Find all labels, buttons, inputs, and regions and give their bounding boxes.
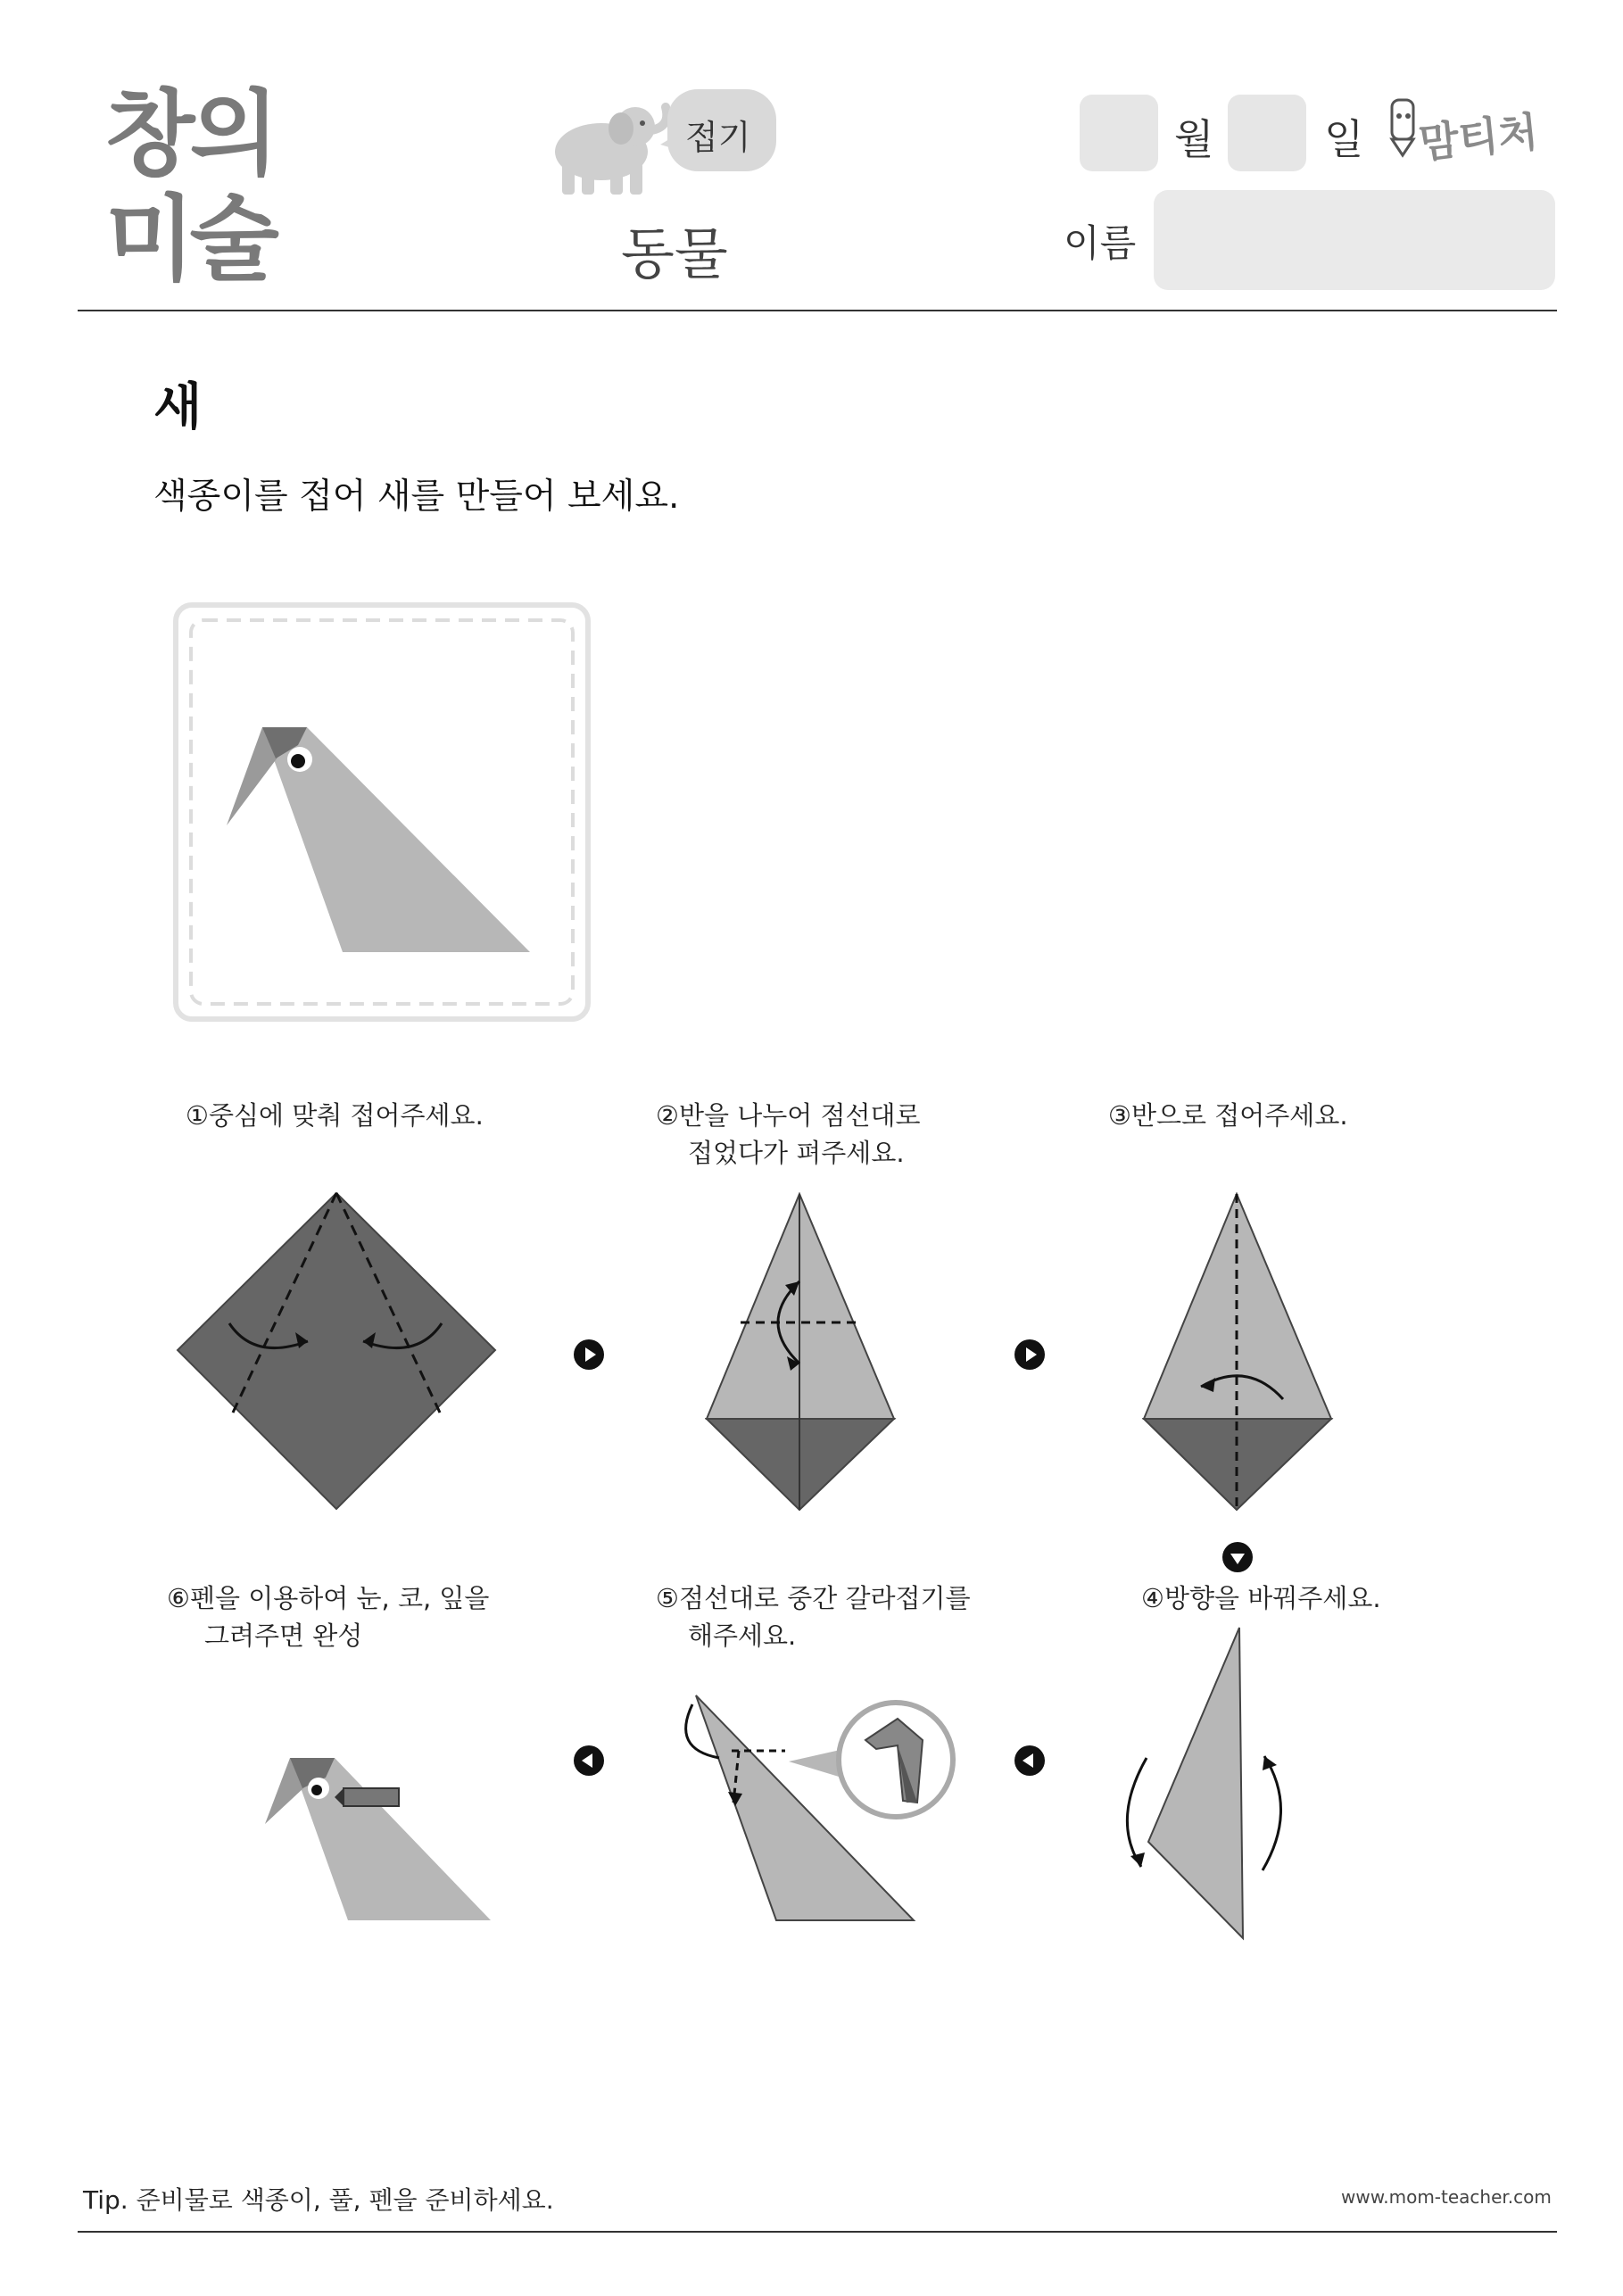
step-3-diagram	[1142, 1192, 1338, 1513]
step-2-line2: 접었다가 펴주세요.	[688, 1138, 905, 1168]
prev-arrow-icon	[1014, 1745, 1046, 1777]
pencil-icon	[1387, 96, 1419, 159]
step-6-text	[167, 1579, 489, 1654]
next-arrow-icon	[573, 1339, 605, 1371]
step-2-text	[656, 1097, 921, 1172]
name-input[interactable]	[1154, 190, 1555, 290]
step-3-line1: ③반으로 접어주세요.	[1108, 1100, 1348, 1131]
step-4-diagram	[1111, 1624, 1289, 1945]
step-3-text	[1108, 1097, 1348, 1134]
footer-divider	[78, 2231, 1557, 2233]
logo-bottom-text: 미술	[105, 185, 274, 294]
step-4-text	[1141, 1579, 1381, 1617]
footer-url[interactable]: www.mom-teacher.com	[1341, 2186, 1552, 2208]
step-4-line1: ④방향을 바꿔주세요.	[1141, 1583, 1381, 1613]
down-arrow-icon	[1221, 1541, 1254, 1573]
logo	[105, 79, 284, 294]
step-5-line2: 해주세요.	[688, 1620, 797, 1651]
page-subtitle: 색종이를 접어 새를 만들어 보세요.	[153, 477, 680, 517]
footer-tip: Tip. 준비물로 색종이, 풀, 펜을 준비하세요.	[83, 2185, 554, 2215]
step-1-text	[186, 1097, 484, 1134]
step-5-line1: ⑤점선대로 중간 갈라접기를	[656, 1583, 971, 1613]
result-frame	[173, 602, 591, 1022]
page-title: 새	[153, 378, 203, 436]
day-label: 일	[1324, 115, 1364, 163]
day-input[interactable]	[1228, 95, 1306, 171]
step-5-diagram	[678, 1687, 964, 1927]
next-arrow-icon	[1014, 1339, 1046, 1371]
step-2-line1: ②반을 나누어 점선대로	[656, 1100, 921, 1131]
prev-arrow-icon	[573, 1745, 605, 1777]
month-label: 월	[1174, 115, 1214, 163]
month-input[interactable]	[1080, 95, 1158, 171]
name-label: 이름	[1064, 221, 1137, 265]
step-6-line2: 그려주면 완성	[204, 1620, 363, 1651]
step-6-line1: ⑥펜을 이용하여 눈, 코, 잎을	[167, 1583, 490, 1613]
step-1-line1: ①중심에 맞춰 접어주세요.	[186, 1100, 484, 1131]
bubble-tail	[660, 134, 678, 152]
step-6-diagram	[263, 1749, 500, 1927]
step-2-diagram	[705, 1192, 901, 1513]
header-divider	[78, 310, 1557, 311]
step-5-text	[656, 1579, 971, 1654]
step-1-diagram	[174, 1191, 500, 1513]
logo-top-text: 창의	[105, 79, 274, 188]
brand-logo: 맘티처	[1416, 107, 1541, 168]
theme-label: 동물	[621, 221, 728, 286]
category-label: 접기	[685, 118, 751, 157]
